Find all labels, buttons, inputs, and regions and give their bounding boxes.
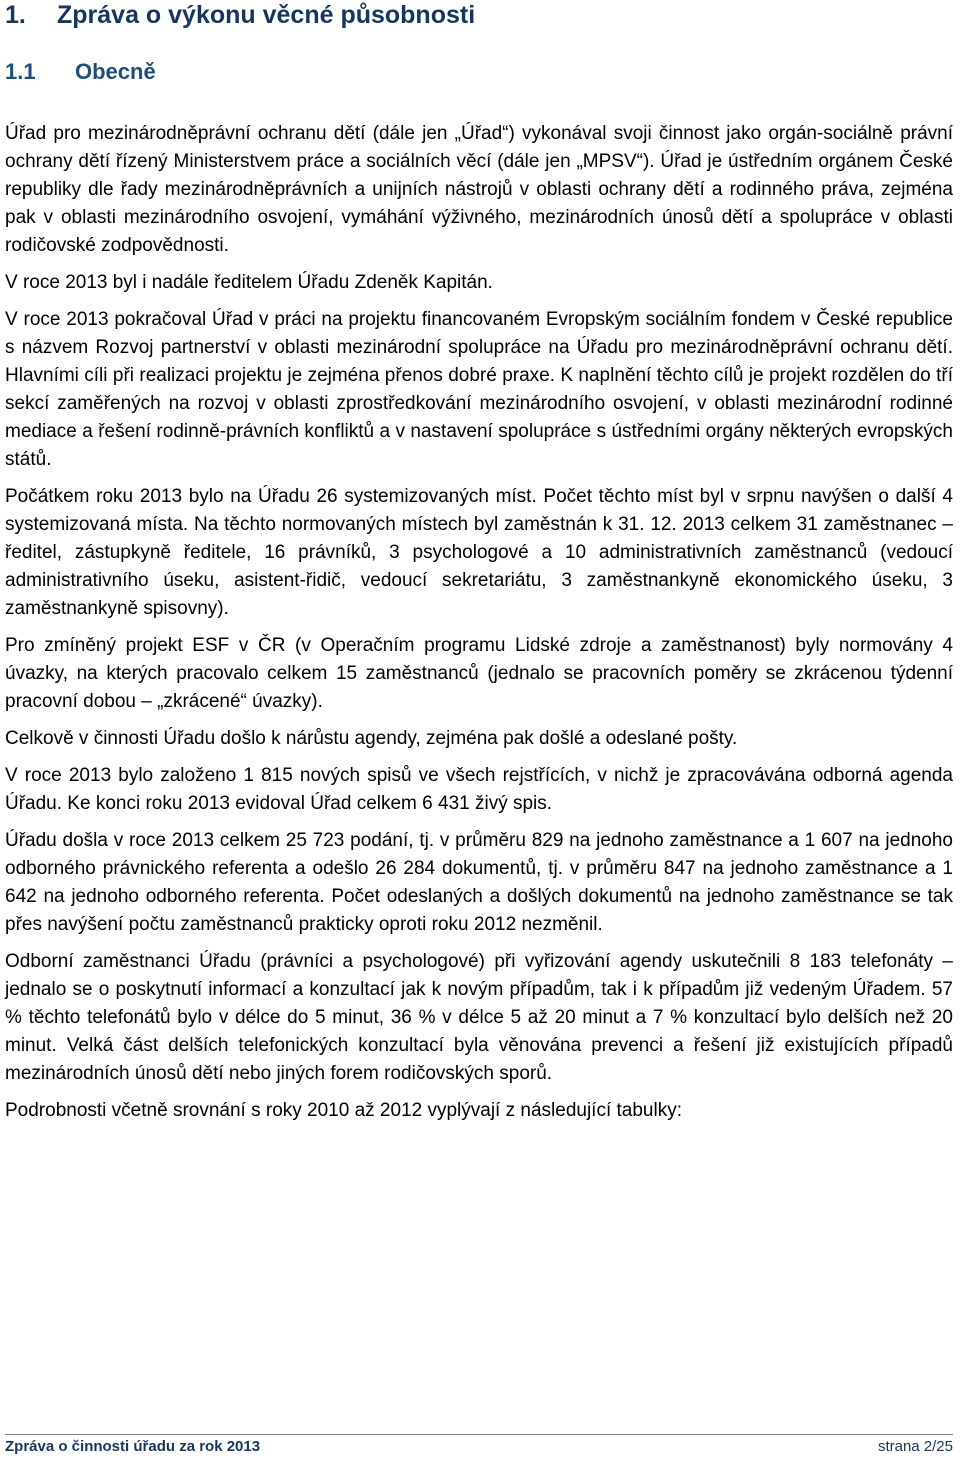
paragraph: Celkově v činnosti Úřadu došlo k nárůstu agendy, zejména pak došlé a odeslané pošty. xyxy=(5,728,738,749)
paragraph: Podrobnosti včetně srovnání s roky 2010 až 2012 vyplývají z následující tabulky: xyxy=(5,1100,682,1121)
paragraph: Úřadu došla v roce 2013 celkem 25 723 podání, tj. v průměru 829 na jednoho zaměstnance a 1 607 na jednoho odborného právnického referenta a odešlo 26 284 dokumentů, tj. v průměru 847 na jednoho zaměstnance a 1 642 na jednoho odborného referenta. Počet odeslaných a došlých dokumentů na jednoho zaměstnance se tak přes navýšení počtu zaměstnanců prakticky oproti roku 2012 nezměnil. xyxy=(5,830,953,935)
section-title: Zpráva o výkonu věcné působnosti xyxy=(57,1,476,29)
section-number: 1. xyxy=(5,1,26,29)
section-heading xyxy=(5,0,945,30)
paragraph: Odborní zaměstnanci Úřadu (právníci a psychologové) při vyřizování agendy uskutečnili 8 183 telefonáty – jednalo se o poskytnutí informací a konzultací jak k novým případům, tak i k případům již vedeným Úřadem. 57 % těchto telefonátů bylo v délce do 5 minut, 36 % v délce 5 až 20 minut a 7 % konzultací bylo delších než 20 minut. Velká část delších telefonických konzultací byla věnována prevenci a řešení již existujících případů mezinárodních únosů dětí nebo jiných forem rodičovských sporů. xyxy=(5,951,953,1084)
page-footer xyxy=(5,1434,953,1457)
paragraph: V roce 2013 bylo založeno 1 815 nových spisů ve všech rejstřících, v nichž je zpracovávána odborná agenda Úřadu. Ke konci roku 2013 evidoval Úřad celkem 6 431 živý spis. xyxy=(5,765,953,814)
body-text xyxy=(5,120,953,1134)
subsection-title: Obecně xyxy=(75,59,156,84)
paragraph: Úřad pro mezinárodněprávní ochranu dětí (dále jen „Úřad“) vykonával svoji činnost jako orgán-sociálně právní ochrany dětí řízený Ministerstvem práce a sociálních věcí (dále jen „MPSV“). Úřad je ústředním orgánem České republiky dle řady mezinárodněprávních a unijních nástrojů v oblasti ochrany dětí a rodinného práva, zejména pak v oblasti mezinárodního osvojení, vymáhání výživného, mezinárodních únosů dětí a spolupráce v oblasti rodičovské zodpovědnosti. xyxy=(5,123,953,256)
paragraph: Pro zmíněný projekt ESF v ČR (v Operačním programu Lidské zdroje a zaměstnanost) byly normovány 4 úvazky, na kterých pracovalo celkem 15 zaměstnanců (jednalo se pracovních poměry se zkrácenou týdenní pracovní dobou – „zkrácené“ úvazky). xyxy=(5,635,953,712)
page-number: strana 2/25 xyxy=(877,1438,953,1455)
subsection-number: 1.1 xyxy=(5,59,36,84)
subsection-heading xyxy=(5,58,945,86)
paragraph: V roce 2013 pokračoval Úřad v práci na projektu financovaném Evropským sociálním fondem v České republice s názvem Rozvoj partnerství v oblasti mezinárodní spolupráce na Úřadu pro mezinárodněprávní ochranu dětí. Hlavními cíli při realizaci projektu je zejména přenos dobré praxe. K naplnění těchto cílů je projekt rozdělen do tří sekcí zaměřených na rozvoj v oblasti zprostředkování mezinárodního osvojení, v oblasti mezinárodní rodinné mediace a řešení rodinně-právních konfliktů a v nastavení spolupráce s ústředními orgány některých evropských států. xyxy=(5,309,953,470)
paragraph: Počátkem roku 2013 bylo na Úřadu 26 systemizovaných míst. Počet těchto míst byl v srpnu navýšen o další 4 systemizovaná místa. Na těchto normovaných místech byl zaměstnán k 31. 12. 2013 celkem 31 zaměstnanec – ředitel, zástupkyně ředitele, 16 právníků, 3 psychologové a 10 administrativních zaměstnanců (vedoucí administrativního úseku, asistent-řidič, vedoucí sekretariátu, 3 zaměstnankyně ekonomického úseku, 3 zaměstnankyně spisovny). xyxy=(5,486,953,619)
paragraph: V roce 2013 byl i nadále ředitelem Úřadu Zdeněk Kapitán. xyxy=(5,272,493,293)
footer-title: Zpráva o činnosti úřadu za rok 2013 xyxy=(5,1438,261,1455)
